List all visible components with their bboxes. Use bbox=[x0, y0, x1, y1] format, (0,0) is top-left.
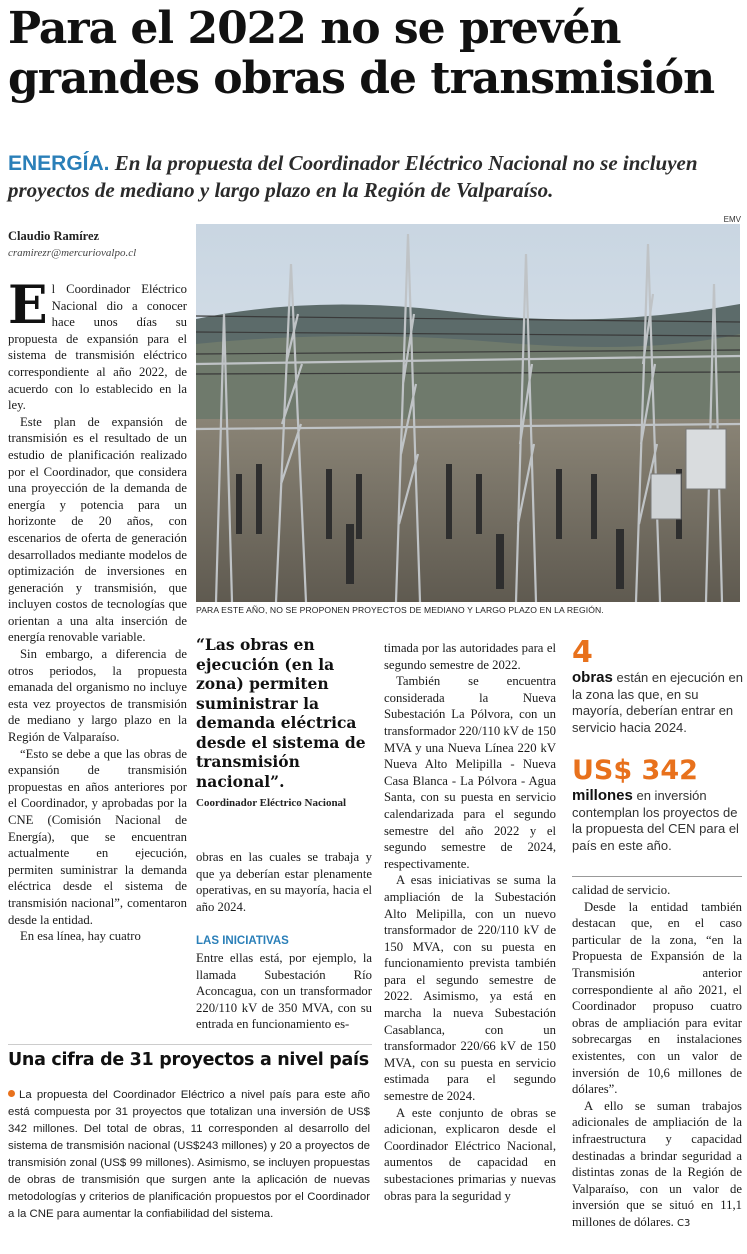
body-column-2 bbox=[196, 849, 372, 915]
paragraph: calidad de servicio. bbox=[572, 883, 671, 897]
paragraph: Sin embargo, a diferencia de otros periodos, la propuesta emanada del organismo no incluye esta vez proyectos de transmisión de mediano y largo plazo en la Región de Valparaíso. bbox=[8, 647, 187, 745]
stat-number: US$ 342 bbox=[572, 755, 698, 786]
stat-text: obras están en ejecución en la zona las que, en su mayoría, deberían entrar en servicio hacia 2024. bbox=[572, 669, 743, 735]
box-title: Una cifra de 31 proyectos a nivel país bbox=[8, 1050, 369, 1070]
end-mark: C3 bbox=[677, 1217, 691, 1229]
box-text: La propuesta del Coordinador Eléctrico a nivel país para este año está compuesta por 31 proyectos que totalizan una inversión de US$ 342 millones. Del total de obras, 11 corresponden al desarrollo del sistema de transmisión nacional (US$243 millones) y 20 a proyectos de transmisión zonal (US$ 99 millones). Asimismo, se incluyen propuestas de obras de transmisión que surgen ante la aplicación de nuevas metodologías y criterios de planificación propuestos por el Coordinador a la CNE para aumentar la confiabilidad del sistema. bbox=[8, 1089, 370, 1220]
body-column-1 bbox=[8, 275, 187, 945]
pull-quote: “Las obras en ejecución (en la zona) permiten suministrar la demanda eléctrica desde el sistema de transmisión nacional”. bbox=[196, 635, 366, 791]
paragraph: “Esto se debe a que las obras de expansión de transmisión propuestas en años anteriores por el Coordinador, y aprobadas por la CNE (Comisión Nacional de Energía), que se encuentran actualmente en ejecución, permiten suministrar la demanda eléctrica desde el sistema de transmisión nacional”, comentaron desde la entidad. bbox=[8, 746, 187, 927]
paragraph: También se encuentra considerada la Nueva Subestación La Pólvora, con un transformador 220/110 kV de 150 MVA y una Nueva Línea 220 kV Nueva Alto Melipilla - Nueva Casa Blanca - La Pólvora - Agua Santa, con su puesta en servicio calendarizada para el segundo semestre del año 2022 y el segundo semestre de 2024, respectivamente. bbox=[384, 674, 556, 871]
bullet-icon bbox=[8, 1090, 15, 1097]
paragraph: A ello se suman trabajos adicionales de ampliación de la infraestructura y capacidad destinadas a brindar seguridad a distintas zonas de la Región de Valparaíso, con un valor de inversión que se situó en 11,1 millones de dólares. C3 bbox=[572, 1098, 742, 1229]
substation-illustration bbox=[196, 224, 740, 602]
photo-credit: EMV bbox=[723, 215, 741, 224]
author-email: cramirezr@mercuriovalpo.cl bbox=[8, 247, 137, 259]
kicker: ENERGÍA. bbox=[8, 152, 110, 175]
paragraph: obras en las cuales se trabaja y que ya deberían estar plenamente operativas, en su mayoría, hacia el año 2024. bbox=[196, 850, 372, 914]
paragraph: Entre ellas está, por ejemplo, la llamada Subestación Río Aconcagua, con un transformador 220/110 kV de 350 MVA, con su entrada en funcionamiento es- bbox=[196, 951, 372, 1032]
subheadline-text: En la propuesta del Coordinador Eléctrico Nacional no se incluyen proyectos de mediano y largo plazo en la Región de Valparaíso. bbox=[8, 151, 698, 202]
paragraph: El Coordinador Eléctrico Nacional dio a conocer hace unos días su propuesta de expansión para el sistema de transmisión eléctrico correspondiente al año 2022, de acuerdo con lo establecido en la ley. bbox=[8, 275, 187, 413]
paragraph: Este plan de expansión de transmisión es el resultado de un estudio de planificación realizado por el Coordinador, que considera una proyección de la demanda de energía y potencia para un horizonte de 20 años, con escenarios de oferta de generación desarrollados mediante modelos de optimización de inversiones en generación y transmisión, que incluyen costos de tecnologías que orientan a una alta inserción de energía renovable variable. bbox=[8, 414, 187, 645]
paragraph: A esas iniciativas se suma la ampliación de la Subestación Alto Melipilla, con un nuevo transformador de 220/110 kV de 150 MVA, con su puesta en funcionamiento prevista también para el segundo semestre de 2022. Asimismo, ya está en marcha la nueva Subestación Casablanca, con un transformador 220/66 kV de 150 MVA, con su puesta en servicio estimada para el segundo semestre de 2024. bbox=[384, 873, 556, 1104]
section-heading: LAS INICIATIVAS bbox=[196, 935, 289, 947]
stat-number: 4 bbox=[572, 635, 593, 670]
pull-quote-source: Coordinador Eléctrico Nacional bbox=[196, 797, 347, 809]
body-column-3 bbox=[384, 640, 556, 1204]
body-column-4 bbox=[572, 882, 742, 1232]
divider bbox=[572, 876, 742, 877]
headline: Para el 2022 no se prevén grandes obras de transmisión bbox=[8, 3, 715, 104]
stat-text: millones en inversión contemplan los proyectos de la propuesta del CEN para el país en este año. bbox=[572, 787, 739, 853]
substation-photo bbox=[196, 224, 740, 602]
photo-caption: PARA ESTE AÑO, NO SE PROPONEN PROYECTOS DE MEDIANO Y LARGO PLAZO EN LA REGIÓN. bbox=[196, 605, 604, 615]
body-column-2b bbox=[196, 950, 372, 1033]
author-name: Claudio Ramírez bbox=[8, 229, 100, 243]
subheadline bbox=[8, 150, 743, 204]
stat-block-2 bbox=[572, 754, 744, 854]
paragraph: En esa línea, hay cuatro bbox=[20, 929, 141, 944]
stat-block-1 bbox=[572, 636, 744, 736]
paragraph: A este conjunto de obras se adicionan, explicaron desde el Coordinador Eléctrico Nacional, aumentos de capacidad en subestaciones primarias y nuevas obras para la seguridad y bbox=[384, 1105, 556, 1203]
divider bbox=[8, 1044, 372, 1045]
dropcap: E bbox=[8, 275, 48, 336]
paragraph: Desde la entidad también destacan que, en el caso particular de la zona, “en la Propuesta de Expansión de la Transmisión anterior correspondiente al año 2021, el Coordinador propuso cuatro obras de ampliación para evitar sobrecargas en instalaciones existentes, con un valor de inversión de 10,6 millones de dólares”. bbox=[572, 899, 742, 1097]
paragraph: timada por las autoridades para el segundo semestre de 2022. bbox=[384, 641, 556, 672]
